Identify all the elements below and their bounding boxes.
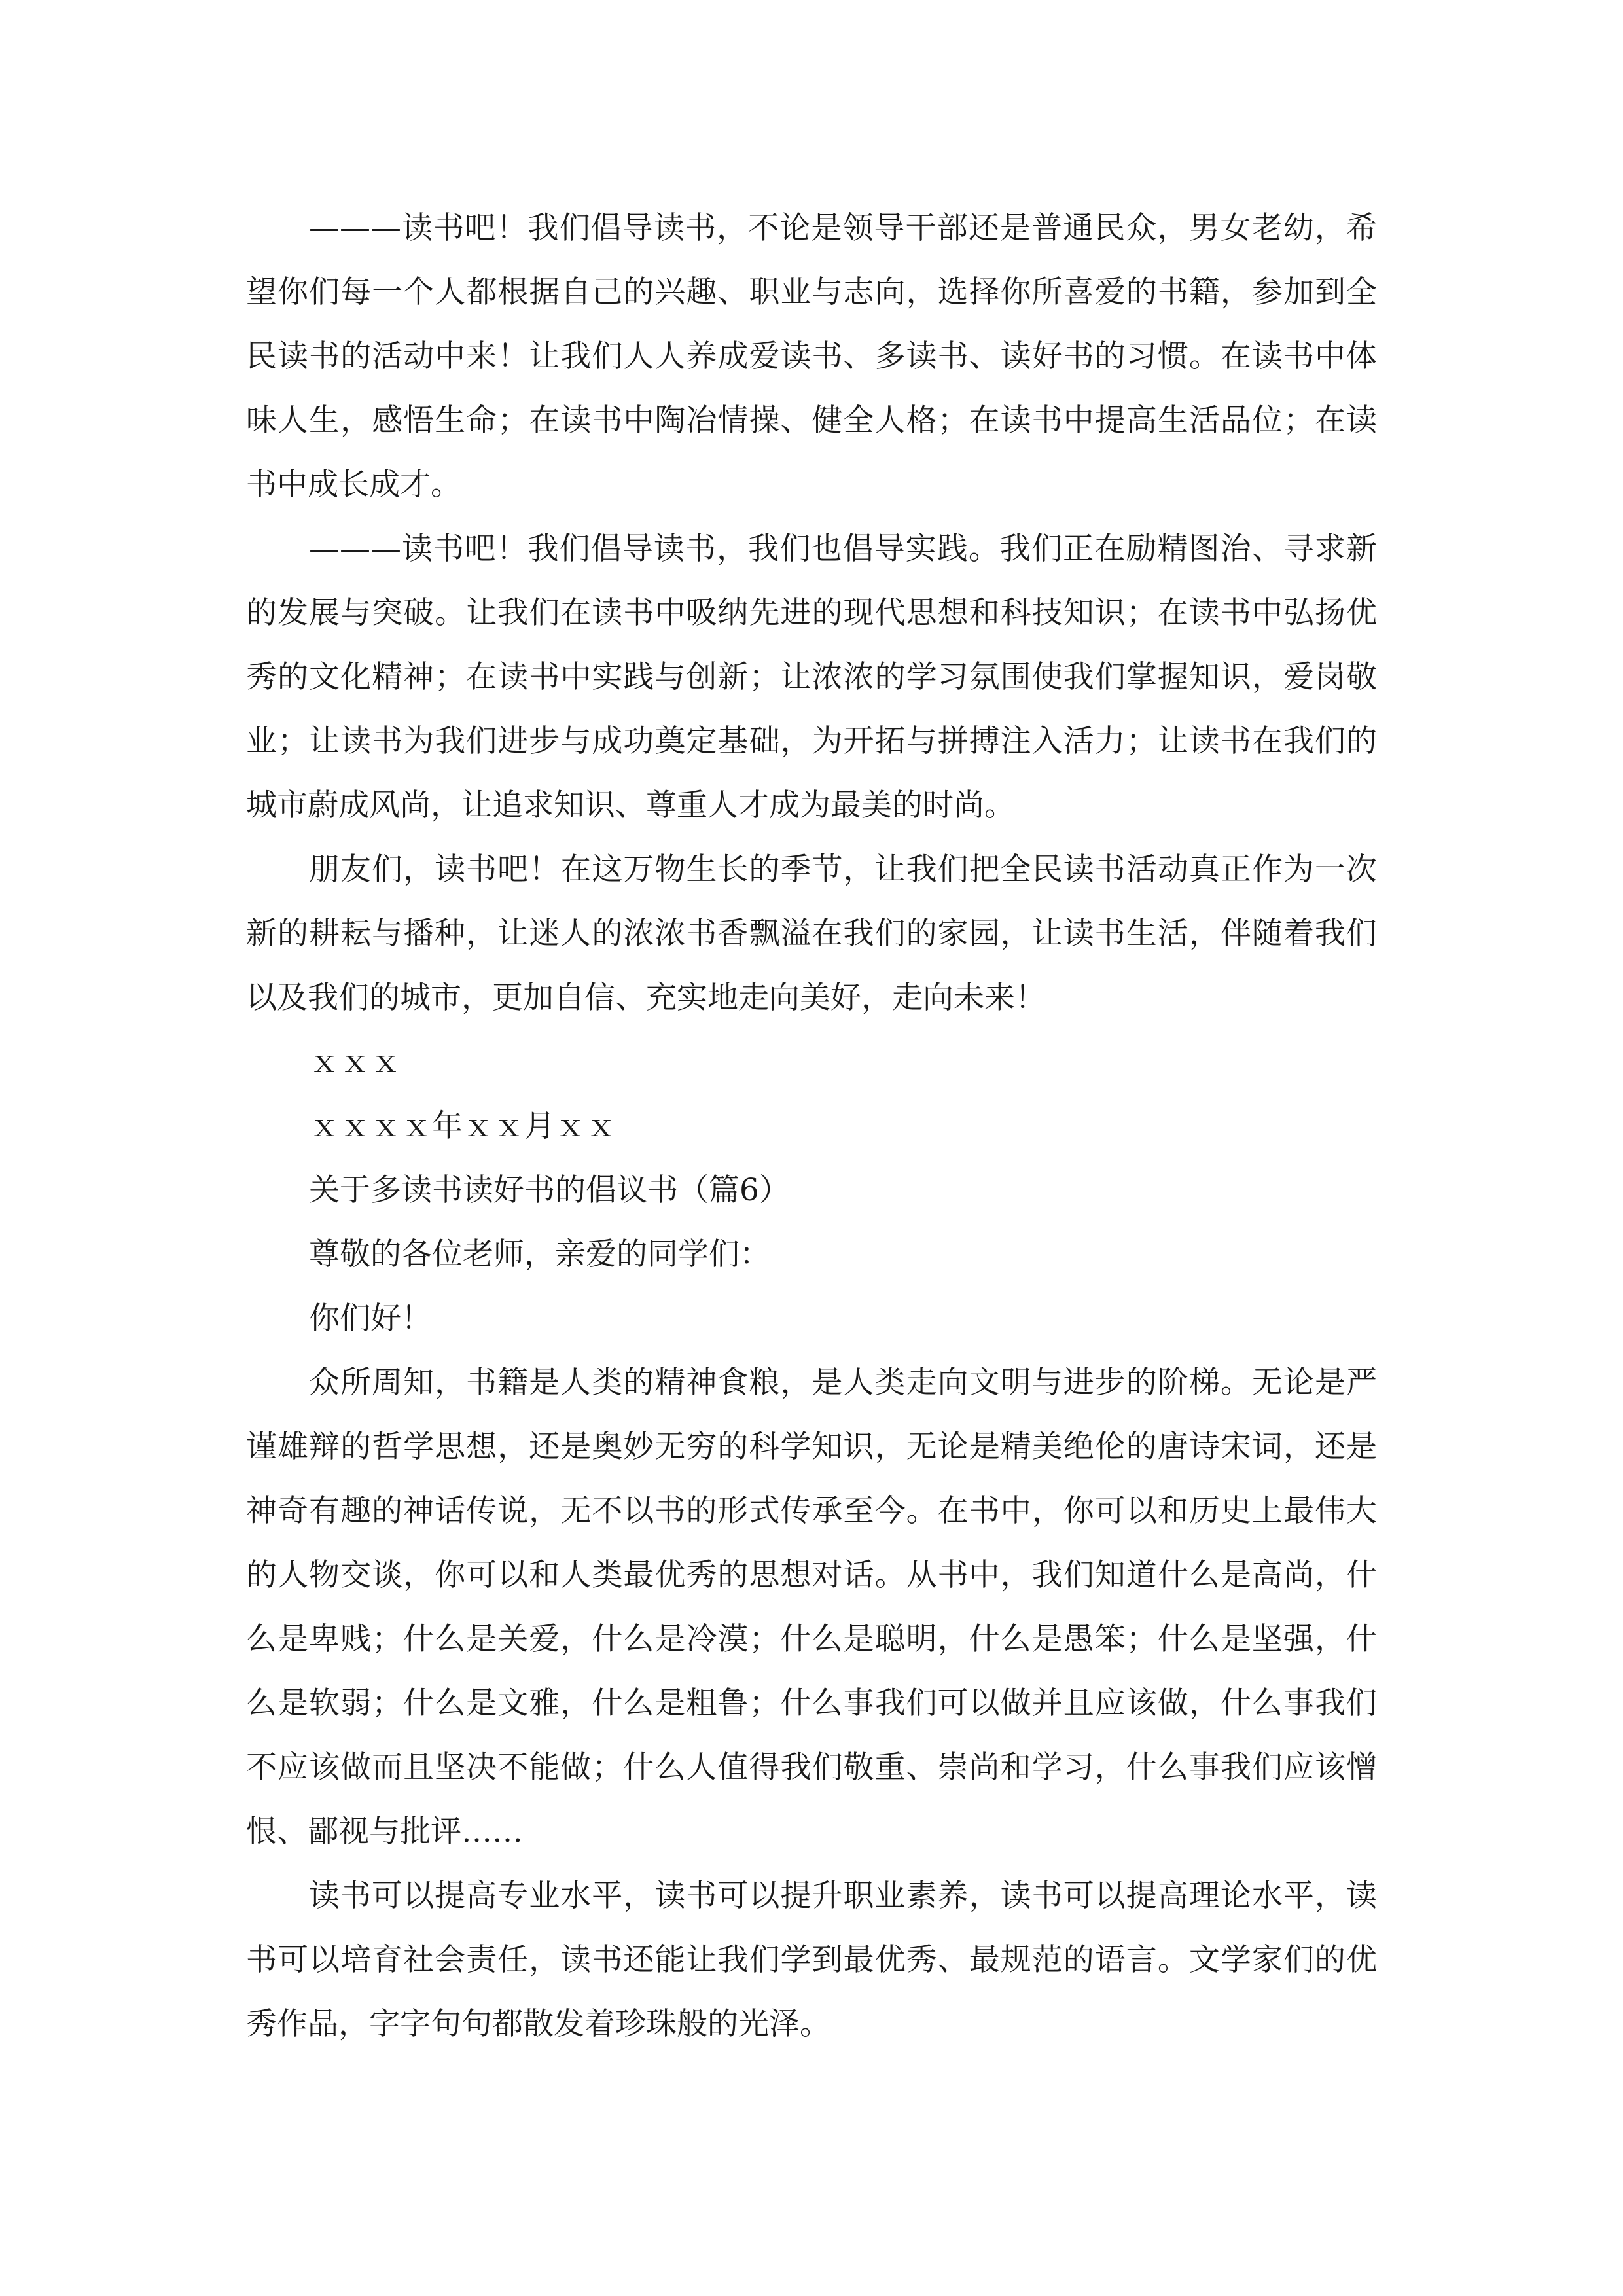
- date-line: ｘｘｘｘ年ｘｘ月ｘｘ: [309, 1108, 616, 1144]
- signature: ｘｘｘ: [309, 1044, 401, 1080]
- paragraph: ———读书吧！我们倡导读书，不论是领导干部还是普通民众，男女老幼，希望你们每一个人都根据自己的兴趣、职业与志向，选择你所喜爱的书籍，参加到全民读书的活动中来！让我们人人养成爱读书、多读书、读好书的习惯。在读书中体味人生，感悟生命；在读书中陶冶情操、健全人格；在读书中提高生活品位；在读书中成长成才。: [246, 210, 1377, 503]
- section-title: 关于多读书读好书的倡议书（篇6）: [309, 1172, 790, 1208]
- document-body: [246, 196, 1377, 2056]
- paragraph: ———读书吧！我们倡导读书，我们也倡导实践。我们正在励精图治、寻求新的发展与突破。让我们在读书中吸纳先进的现代思想和科技知识；在读书中弘扬优秀的文化精神；在读书中实践与创新；让浓浓的学习氛围使我们掌握知识，爱岗敬业；让读书为我们进步与成功奠定基础，为开拓与拼搏注入活力；让读书在我们的城市蔚成风尚，让追求知识、尊重人才成为最美的时尚。: [246, 531, 1377, 823]
- paragraph: 朋友们，读书吧！在这万物生长的季节，让我们把全民读书活动真正作为一次新的耕耘与播种，让迷人的浓浓书香飘溢在我们的家园，让读书生活，伴随着我们以及我们的城市，更加自信、充实地走向美好，走向未来！: [246, 852, 1377, 1016]
- greeting: 你们好！: [309, 1300, 432, 1336]
- paragraph: 众所周知，书籍是人类的精神食粮，是人类走向文明与进步的阶梯。无论是严谨雄辩的哲学思想，还是奥妙无穷的科学知识，无论是精美绝伦的唐诗宋词，还是神奇有趣的神话传说，无不以书的形式传承至今。在书中，你可以和历史上最伟大的人物交谈，你可以和人类最优秀的思想对话。从书中，我们知道什么是高尚，什么是卑贱；什么是关爱，什么是冷漠；什么是聪明，什么是愚笨；什么是坚强，什么是软弱；什么是文雅，什么是粗鲁；什么事我们可以做并且应该做，什么事我们不应该做而且坚决不能做；什么人值得我们敬重、崇尚和学习，什么事我们应该憎恨、鄙视与批评……: [246, 1365, 1377, 1850]
- paragraph: 读书可以提高专业水平，读书可以提升职业素养，读书可以提高理论水平，读书可以培育社会责任，读书还能让我们学到最优秀、最规范的语言。文学家们的优秀作品，字字句句都散发着珍珠般的光泽。: [246, 1878, 1377, 2042]
- salutation: 尊敬的各位老师，亲爱的同学们：: [309, 1236, 770, 1272]
